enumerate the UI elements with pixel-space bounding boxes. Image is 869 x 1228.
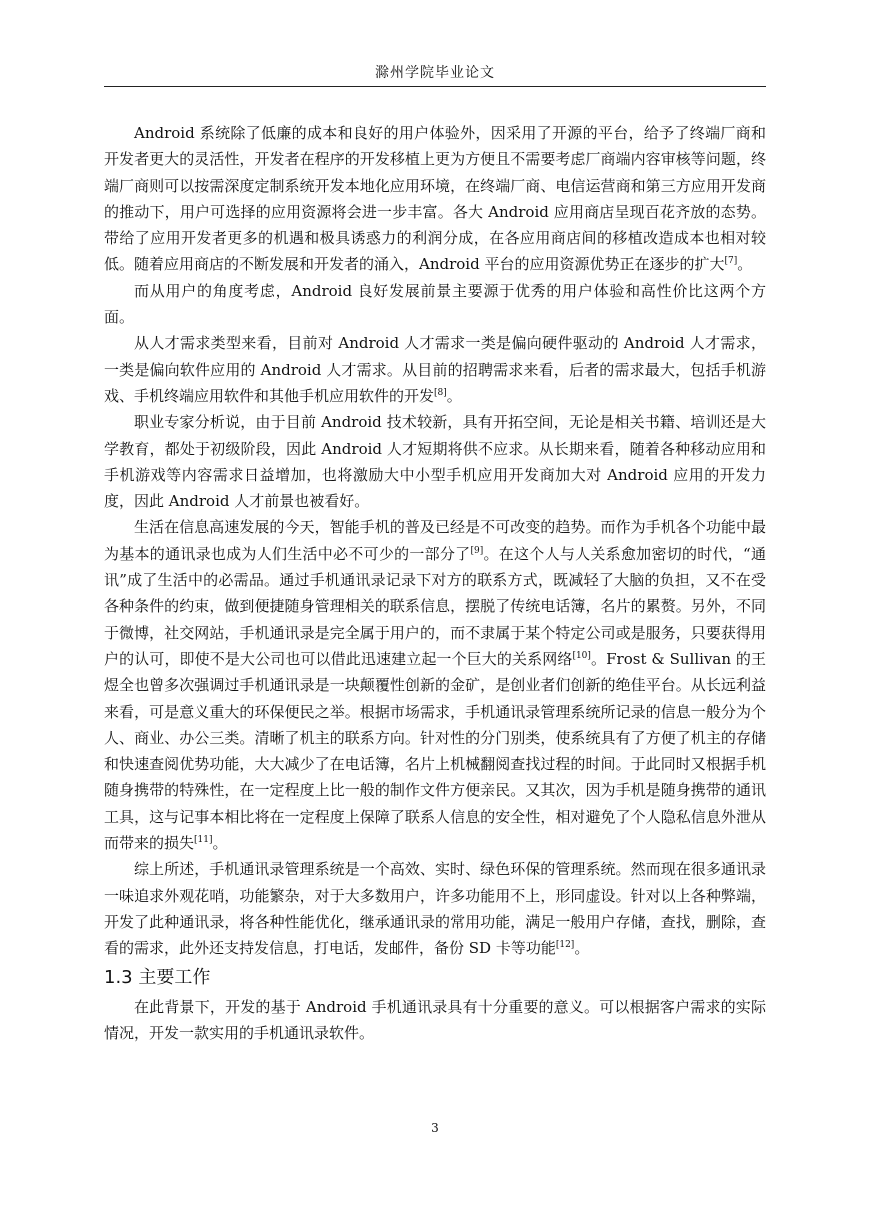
- paragraph-text: 。: [446, 386, 462, 405]
- citation-reference: [9]: [470, 545, 484, 556]
- paragraph-text: Android 系统除了低廉的成本和良好的用户体验外，因采用了开源的平台，给予了终端厂商和开发者更大的灵活性，开发者在程序的开发移植上更为方便且不需要考虑厂商端内容审核等问题，终端厂商则可以按需深度定制系统开发本地化应用环境，在终端厂商、电信运营商和第三方应用开发商的推动下，用户可选择的应用资源将会进一步丰富。各大 Android 应用商店呈现百花齐放的态势。带给了应用开发者更多的机遇和极具诱惑力的利润分成，在各应用商店间的移植改造成本也相对较低。随着应用商店的不断发展和开发者的涌入，Android 平台的应用资源优势正在逐步的扩大: [104, 124, 766, 274]
- citation-reference: [10]: [572, 650, 591, 661]
- intro-paragraphs: [104, 120, 766, 962]
- header-rule: [104, 86, 766, 87]
- paragraph-text: 。: [212, 834, 228, 853]
- paragraph-text: 在此背景下，开发的基于 Android 手机通讯录具有十分重要的意义。可以根据客户需求的实际情况，开发一款实用的手机通讯录软件。: [104, 997, 766, 1042]
- section-heading: 1.3 主要工作: [104, 966, 211, 988]
- paragraph-text: 职业专家分析说，由于目前 Android 技术较新，具有开拓空间，无论是相关书籍、培训还是大学教育，都处于初级阶段，因此 Android 人才短期将供不应求。从长期来看，随着各种移动应用和手机游戏等内容需求日益增加，也将激励大中小型手机应用开发商加大对 Android 应用的开发力度，因此 Android 人才前景也被看好。: [104, 413, 766, 511]
- paragraph-text: 。Frost & Sullivan 的王煜全也曾多次强调过手机通讯录是一块颠覆性创新的金矿，是创业者们创新的绝佳平台。从长远利益来看，可是意义重大的环保便民之举。根据市场需求，手机通讯录管理系统所记录的信息一般分为个人、商业、办公三类。清晰了机主的联系方向。针对性的分门别类，使系统具有了方便了机主的存储和快速查阅优势功能，大大减少了在电话簿，名片上机械翻阅查找过程的时间。于此同时又根据手机随身携带的特殊性，在一定程度上比一般的制作文件方便亲民。又其次，因为手机是随身携带的通讯工具，这与记事本相比将在一定程度上保障了联系人信息的安全性，相对避免了个人隐私信息外泄从而带来的损失: [104, 649, 766, 853]
- paragraph-text: 从人才需求类型来看，目前对 Android 人才需求一类是偏向硬件驱动的 Android 人才需求，一类是偏向软件应用的 Android 人才需求。从目前的招聘需求来看，后者的需求最大，包括手机游戏、手机终端应用软件和其他手机应用软件的开发: [104, 334, 766, 405]
- citation-reference: [7]: [724, 256, 738, 267]
- paragraph-text: 而从用户的角度考虑，Android 良好发展前景主要源于优秀的用户体验和高性价比这两个方面。: [104, 281, 766, 327]
- running-header: 滁州学院毕业论文: [375, 65, 495, 81]
- paragraph-text: 综上所述，手机通讯录管理系统是一个高效、实时、绿色环保的管理系统。然而现在很多通讯录一味追求外观花哨，功能繁杂，对于大多数用户，许多功能用不上，形同虚设。针对以上各种弊端，开发了此种通讯录，将各种性能优化，继承通讯录的常用功能，满足一般用户存储，查找，删除，查看的需求，此外还支持发信息，打电话，发邮件，备份 SD 卡等功能: [104, 860, 766, 958]
- section-paragraphs: [104, 994, 766, 1047]
- body-paragraph: [104, 120, 766, 278]
- body-paragraph: [104, 409, 766, 514]
- body-paragraph: [104, 856, 766, 961]
- citation-reference: [12]: [555, 940, 575, 951]
- paragraph-text: 生活在信息高速发展的今天，智能手机的普及已经是不可改变的趋势。而作为手机各个功能中最为基本的通讯录也成为人们生活中必不可少的一部分了: [104, 518, 766, 563]
- body-paragraph: [104, 278, 766, 331]
- page-number: 3: [431, 1121, 439, 1135]
- body-paragraph: [104, 514, 766, 856]
- paragraph-text: 。在这个人与人关系愈加密切的时代，“通讯”成了生活中的必需品。通过手机通讯录记录下对方的联系方式，既减轻了大脑的负担，又不在受各种条件的约束，做到便捷随身管理相关的联系信息，摆脱了传统电话簿，名片的累赘。另外，不同于微博，社交网站，手机通讯录是完全属于用户的，而不隶属于某个特定公司或是服务，只要获得用户的认可，即使不是大公司也可以借此迅速建立起一个巨大的关系网络: [104, 544, 766, 668]
- paragraph-text: 。: [574, 939, 590, 958]
- citation-reference: [11]: [194, 835, 213, 846]
- citation-reference: [8]: [434, 387, 447, 398]
- document-body: [104, 120, 766, 1046]
- paragraph-text: 。: [737, 255, 753, 274]
- body-paragraph: [104, 994, 766, 1047]
- body-paragraph: [104, 330, 766, 409]
